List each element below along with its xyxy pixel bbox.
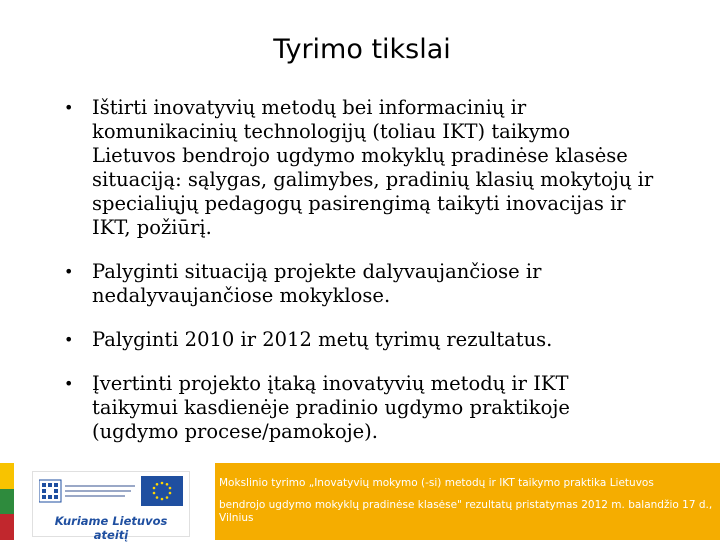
eu-funding-logo (32, 471, 190, 542)
footer (0, 463, 720, 540)
banner-line: bendrojo ugdymo mokyklų pradinėse klasėse" rezultatų pristatymas 2012 m. balandžio 17 d., Vilnius (219, 499, 713, 524)
eu-flag-icon (141, 476, 183, 506)
list-item: • Palyginti situaciją projekte dalyvaujančiose ir nedalyvaujančiose mokyklose. (58, 260, 658, 308)
lithuania-flag-icon (0, 463, 14, 540)
ministry-logo-icon (39, 478, 139, 504)
slogan-text: Kuriame Lietuvos ateitį (54, 514, 168, 542)
list-item: • Ištirti inovatyvių metodų bei informacinių ir komunikacinių technologijų (toliau IKT) taikymo Lietuvos bendrojo ugdymo mokyklų pradinėse klasėse situaciją: sąlygas, galimybes, pradinių klasių mokytojų ir specialiųjų pedagogų pasirengimą taikyti inovacijas ir IKT, požiūrį. (58, 96, 658, 240)
bullet-list (58, 96, 658, 464)
page-title: Tyrimo tikslai (273, 34, 451, 65)
footer-banner (215, 463, 720, 540)
banner-line: Mokslinio tyrimo „Inovatyvių mokymo (-si) metodų ir IKT taikymo praktika Lietuvos (219, 477, 654, 489)
list-item: • Palyginti 2010 ir 2012 metų tyrimų rezultatus. (58, 328, 658, 352)
list-item: • Įvertinti projekto įtaką inovatyvių metodų ir IKT taikymui kasdienėje pradinio ugdymo praktikoje (ugdymo procese/pamokoje). (58, 372, 658, 444)
